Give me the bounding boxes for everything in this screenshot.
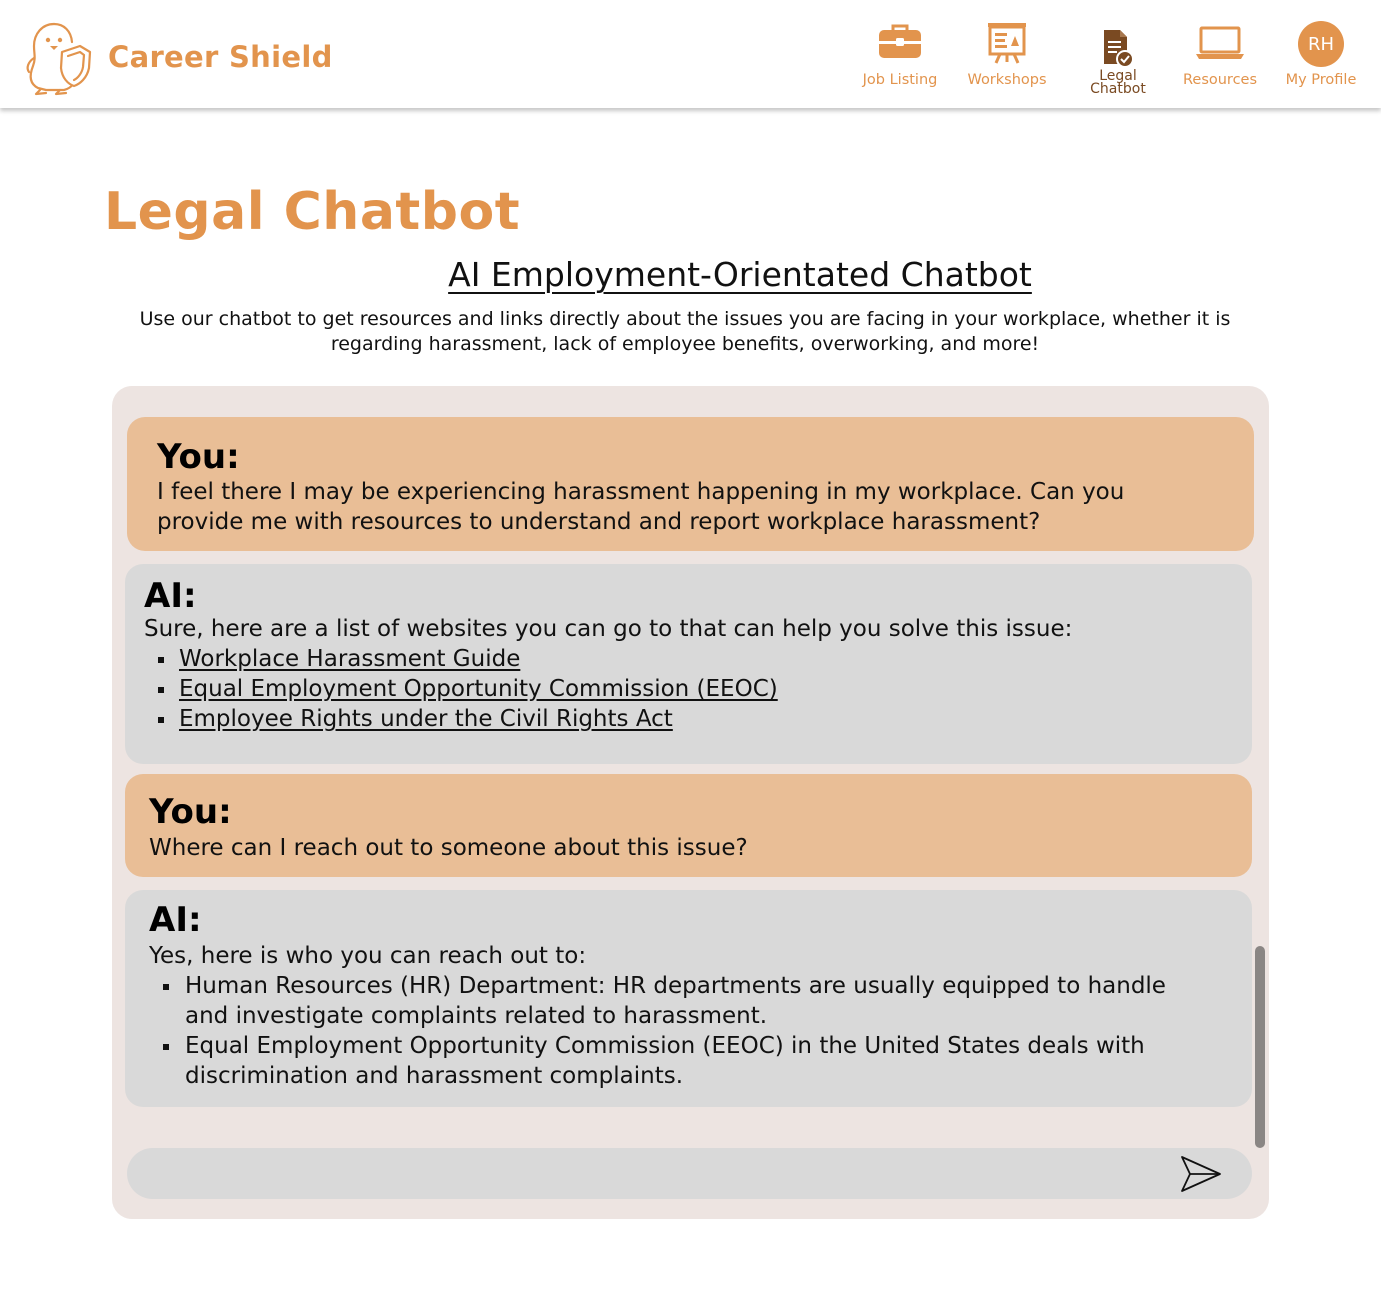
link-civil-rights-act[interactable]: Employee Rights under the Civil Rights Act <box>179 706 673 732</box>
chat-input[interactable] <box>127 1148 1252 1199</box>
brand-name: Career Shield <box>108 40 333 74</box>
list-item <box>144 644 1072 674</box>
nav-legal-label-line1: Legal <box>1099 68 1137 84</box>
brand[interactable] <box>24 18 333 96</box>
send-icon[interactable] <box>1178 1153 1224 1195</box>
top-navbar <box>0 0 1381 108</box>
chatbot-subtitle-text: AI Employment-Orientated Chatbot <box>448 255 1032 294</box>
link-workplace-harassment-guide[interactable]: Workplace Harassment Guide <box>179 646 521 672</box>
ai-message <box>125 564 1252 764</box>
bullet-list <box>149 971 1166 1091</box>
message-text-line: Yes, here is who you can reach out to: <box>149 943 587 969</box>
nav-workshops-label: Workshops <box>967 72 1047 88</box>
nav-resources[interactable] <box>1174 0 1266 108</box>
legal-document-icon <box>1101 28 1135 68</box>
bullet-text-line: Equal Employment Opportunity Commission (EEOC) in the United States deals with <box>185 1033 1145 1059</box>
list-item <box>149 971 1166 1031</box>
intro-text <box>100 307 1270 357</box>
link-eeoc[interactable]: Equal Employment Opportunity Commission (EEOC) <box>179 676 778 702</box>
nav-legal-chatbot[interactable] <box>1076 0 1160 108</box>
ai-message <box>125 890 1252 1107</box>
presentation-board-icon <box>987 22 1027 64</box>
list-item <box>144 704 1072 734</box>
nav-my-profile[interactable] <box>1278 0 1364 108</box>
nav-job-listing[interactable] <box>852 0 948 108</box>
page-title: Legal Chatbot <box>104 182 521 242</box>
nav-job-listing-label: Job Listing <box>862 72 938 88</box>
nav-legal-chatbot-label <box>1076 70 1160 96</box>
message-text <box>149 941 1166 1091</box>
penguin-shield-logo-icon <box>24 18 94 96</box>
message-speaker: You: <box>157 437 240 477</box>
list-item <box>144 674 1072 704</box>
avatar: RH <box>1298 21 1344 67</box>
link-list <box>144 644 1072 734</box>
message-text-line: I feel there I may be experiencing harassment happening in my workplace. Can you <box>157 479 1125 505</box>
laptop-icon <box>1195 26 1245 60</box>
message-speaker: You: <box>149 792 232 832</box>
intro-line-2: regarding harassment, lack of employee benefits, overworking, and more! <box>330 333 1040 355</box>
message-speaker: AI: <box>144 576 197 616</box>
chatbot-subtitle <box>0 255 1381 294</box>
message-text <box>144 614 1072 734</box>
briefcase-icon <box>878 24 922 60</box>
bullet-text-line: and investigate complaints related to harassment. <box>185 1003 768 1029</box>
user-message <box>127 417 1254 551</box>
message-text-line: Sure, here are a list of websites you can go to that can help you solve this issue: <box>144 616 1073 642</box>
bullet-text-line: Human Resources (HR) Department: HR departments are usually equipped to handle <box>185 973 1166 999</box>
bullet-text-line: discrimination and harassment complaints. <box>185 1063 684 1089</box>
user-message <box>125 774 1252 877</box>
message-text: Where can I reach out to someone about this issue? <box>149 835 748 861</box>
message-text-line: provide me with resources to understand and report workplace harassment? <box>157 509 1041 535</box>
nav-workshops[interactable] <box>960 0 1054 108</box>
nav-resources-label: Resources <box>1182 72 1258 88</box>
chat-scrollbar[interactable] <box>1255 946 1265 1148</box>
intro-line-1: Use our chatbot to get resources and links directly about the issues you are facing in your workplace, whether it is <box>139 308 1231 330</box>
message-speaker: AI: <box>149 900 202 940</box>
nav-legal-label-line2: Chatbot <box>1090 81 1146 97</box>
list-item <box>149 1031 1166 1091</box>
message-text <box>157 477 1124 537</box>
nav-my-profile-label: My Profile <box>1285 72 1357 88</box>
